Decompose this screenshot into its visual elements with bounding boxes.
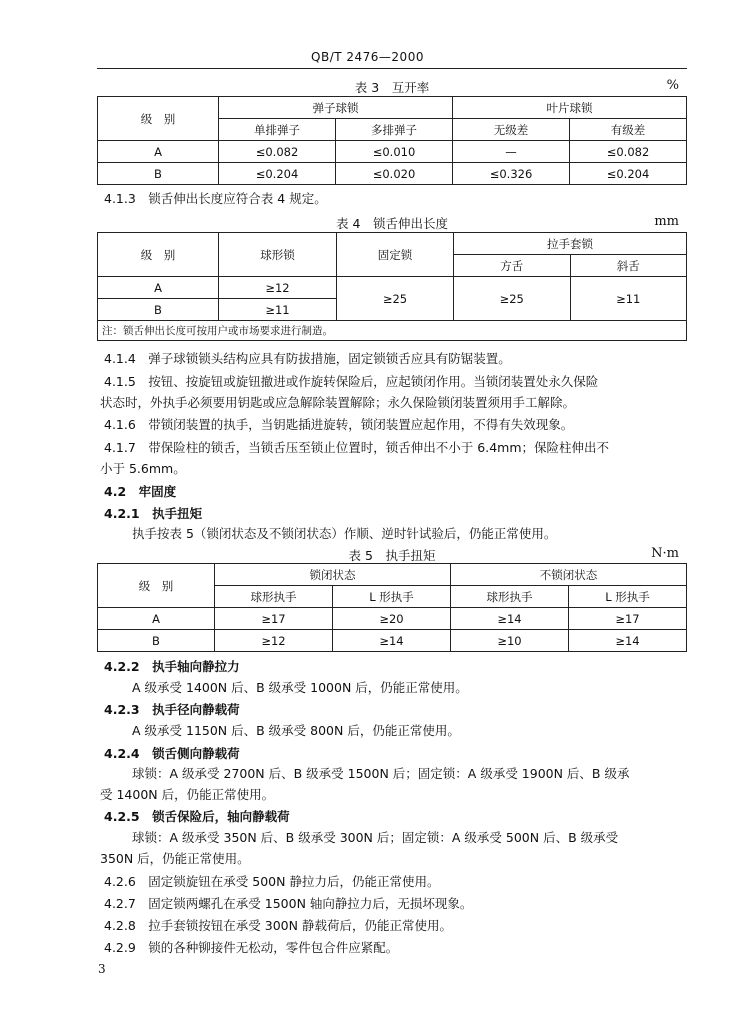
table4-level-header: 级 别 — [98, 233, 219, 277]
table-row — [98, 277, 687, 299]
table3-level: B — [98, 163, 219, 185]
table4-sub: 斜舌 — [570, 255, 687, 277]
table4-unit: mm — [654, 214, 679, 229]
table5 — [97, 563, 687, 652]
clause-4-2-5-cont: 350N 后，仍能正常使用。 — [100, 851, 250, 866]
clause-4-1-5-cont: 状态时，外执手必须要用钥匙或应急解除装置解除；永久保险锁闭装置须用手工解除。 — [100, 395, 576, 410]
table5-sub: 球形执手 — [451, 586, 569, 608]
table5-cell: ≥14 — [569, 630, 687, 652]
section-4-2: 4.2 牢固度 — [104, 484, 177, 499]
table4 — [97, 232, 687, 341]
table5-cell: ≥12 — [215, 630, 333, 652]
table3-sub: 无级差 — [453, 119, 570, 141]
clause-4-2-6: 4.2.6 固定锁旋钮在承受 500N 静拉力后，仍能正常使用。 — [104, 874, 440, 889]
table3-group2: 叶片球锁 — [453, 97, 687, 119]
table4-sub: 方舌 — [454, 255, 571, 277]
table3-cell: ≤0.020 — [336, 163, 453, 185]
clause-4-2-1-text: 执手按表 5（锁闭状态及不锁闭状态）作顺、逆时针试验后，仍能正常使用。 — [132, 526, 557, 541]
table4-cell: ≥11 — [219, 299, 337, 321]
table4-level: A — [98, 277, 219, 299]
table4-ball-header: 球形锁 — [219, 233, 337, 277]
page-number: 3 — [98, 962, 106, 976]
table3-sub: 单排弹子 — [219, 119, 336, 141]
table5-level-header: 级 别 — [98, 564, 215, 608]
section-4-2-2: 4.2.2 执手轴向静拉力 — [104, 659, 240, 674]
table3-group1: 弹子球锁 — [219, 97, 453, 119]
table-row — [98, 630, 687, 652]
clause-4-1-7: 4.1.7 带保险柱的锁舌，当锁舌压至锁止位置时，锁舌伸出不小于 6.4mm；保险柱伸出不 — [104, 440, 610, 455]
clause-4-1-6: 4.1.6 带锁闭装置的执手，当钥匙插进旋转，锁闭装置应起作用，不得有失效现象。 — [104, 417, 574, 432]
document-header: QB/T 2476—2000 — [311, 50, 424, 64]
table5-sub: L 形执手 — [333, 586, 451, 608]
table-row — [98, 163, 687, 185]
table5-cell: ≥14 — [333, 630, 451, 652]
section-4-2-5: 4.2.5 锁舌保险后，轴向静载荷 — [104, 809, 290, 824]
table4-caption-row — [97, 214, 687, 230]
table3-cell: ≤0.326 — [453, 163, 570, 185]
table4-caption: 表 4 锁舌伸出长度 — [336, 216, 448, 231]
table3-cell: ≤0.010 — [336, 141, 453, 163]
table3-sub: 多排弹子 — [336, 119, 453, 141]
table3-cell: ≤0.204 — [570, 163, 687, 185]
table3-cell: ≤0.204 — [219, 163, 336, 185]
clause-4-2-8: 4.2.8 拉手套锁按钮在承受 300N 静载荷后，仍能正常使用。 — [104, 918, 452, 933]
clause-4-1-7-cont: 小于 5.6mm。 — [100, 461, 186, 476]
table3-level: A — [98, 141, 219, 163]
table4-cell: ≥25 — [337, 277, 454, 321]
clause-4-2-2-text: A 级承受 1400N 后、B 级承受 1000N 后，仍能正常使用。 — [132, 680, 468, 695]
clause-4-1-3: 4.1.3 锁舌伸出长度应符合表 4 规定。 — [104, 191, 327, 206]
table3 — [97, 96, 687, 185]
table5-unit: N·m — [651, 546, 679, 561]
clause-4-2-4-text: 球锁：A 级承受 2700N 后、B 级承受 1500N 后；固定锁：A 级承受 1900N 后、B 级承 — [132, 766, 630, 781]
clause-4-2-7: 4.2.7 固定锁两螺孔在承受 1500N 轴向静拉力后，无损坏现象。 — [104, 896, 473, 911]
table3-sub: 有级差 — [570, 119, 687, 141]
table5-cell: ≥20 — [333, 608, 451, 630]
table5-group1: 锁闭状态 — [215, 564, 451, 586]
table4-fixed-header: 固定锁 — [337, 233, 454, 277]
section-4-2-4: 4.2.4 锁舌侧向静载荷 — [104, 746, 240, 761]
table5-level: A — [98, 608, 215, 630]
table-row — [98, 608, 687, 630]
table4-note: 注：锁舌伸出长度可按用户或市场要求进行制造。 — [98, 321, 687, 341]
table5-level: B — [98, 630, 215, 652]
table3-cell: ≤0.082 — [219, 141, 336, 163]
table4-cell: ≥12 — [219, 277, 337, 299]
table4-cell: ≥11 — [570, 277, 687, 321]
table3-unit: % — [666, 78, 679, 93]
header-rule — [97, 68, 687, 69]
clause-4-1-4: 4.1.4 弹子球锁锁头结构应具有防拔措施，固定锁锁舌应具有防锯装置。 — [104, 351, 511, 366]
table5-cell: ≥17 — [569, 608, 687, 630]
table5-cell: ≥10 — [451, 630, 569, 652]
section-4-2-1: 4.2.1 执手扭矩 — [104, 506, 203, 521]
table5-sub: L 形执手 — [569, 586, 687, 608]
table3-cell: — — [453, 141, 570, 163]
table5-group2: 不锁闭状态 — [451, 564, 687, 586]
table5-cell: ≥17 — [215, 608, 333, 630]
table4-group: 拉手套锁 — [454, 233, 687, 255]
table3-caption: 表 3 互开率 — [354, 80, 430, 95]
table3-caption-row — [97, 78, 687, 94]
table4-cell: ≥25 — [454, 277, 571, 321]
clause-4-1-5: 4.1.5 按钮、按旋钮或旋钮撤进或作旋转保险后，应起锁闭作用。当锁闭装置处永久保险 — [104, 374, 599, 389]
table-row — [98, 141, 687, 163]
table4-level: B — [98, 299, 219, 321]
clause-4-2-5-text: 球锁：A 级承受 350N 后、B 级承受 300N 后；固定锁：A 级承受 500N 后、B 级承受 — [132, 830, 619, 845]
table5-caption-row — [97, 546, 687, 562]
table5-caption: 表 5 执手扭矩 — [348, 548, 436, 563]
table5-cell: ≥14 — [451, 608, 569, 630]
clause-4-2-9: 4.2.9 锁的各种铆接件无松动，零件包合件应紧配。 — [104, 940, 399, 955]
table5-sub: 球形执手 — [215, 586, 333, 608]
table3-cell: ≤0.082 — [570, 141, 687, 163]
section-4-2-3: 4.2.3 执手径向静载荷 — [104, 702, 240, 717]
clause-4-2-4-cont: 受 1400N 后，仍能正常使用。 — [100, 787, 275, 802]
clause-4-2-3-text: A 级承受 1150N 后、B 级承受 800N 后，仍能正常使用。 — [132, 723, 460, 738]
table3-level-header: 级 别 — [98, 97, 219, 141]
